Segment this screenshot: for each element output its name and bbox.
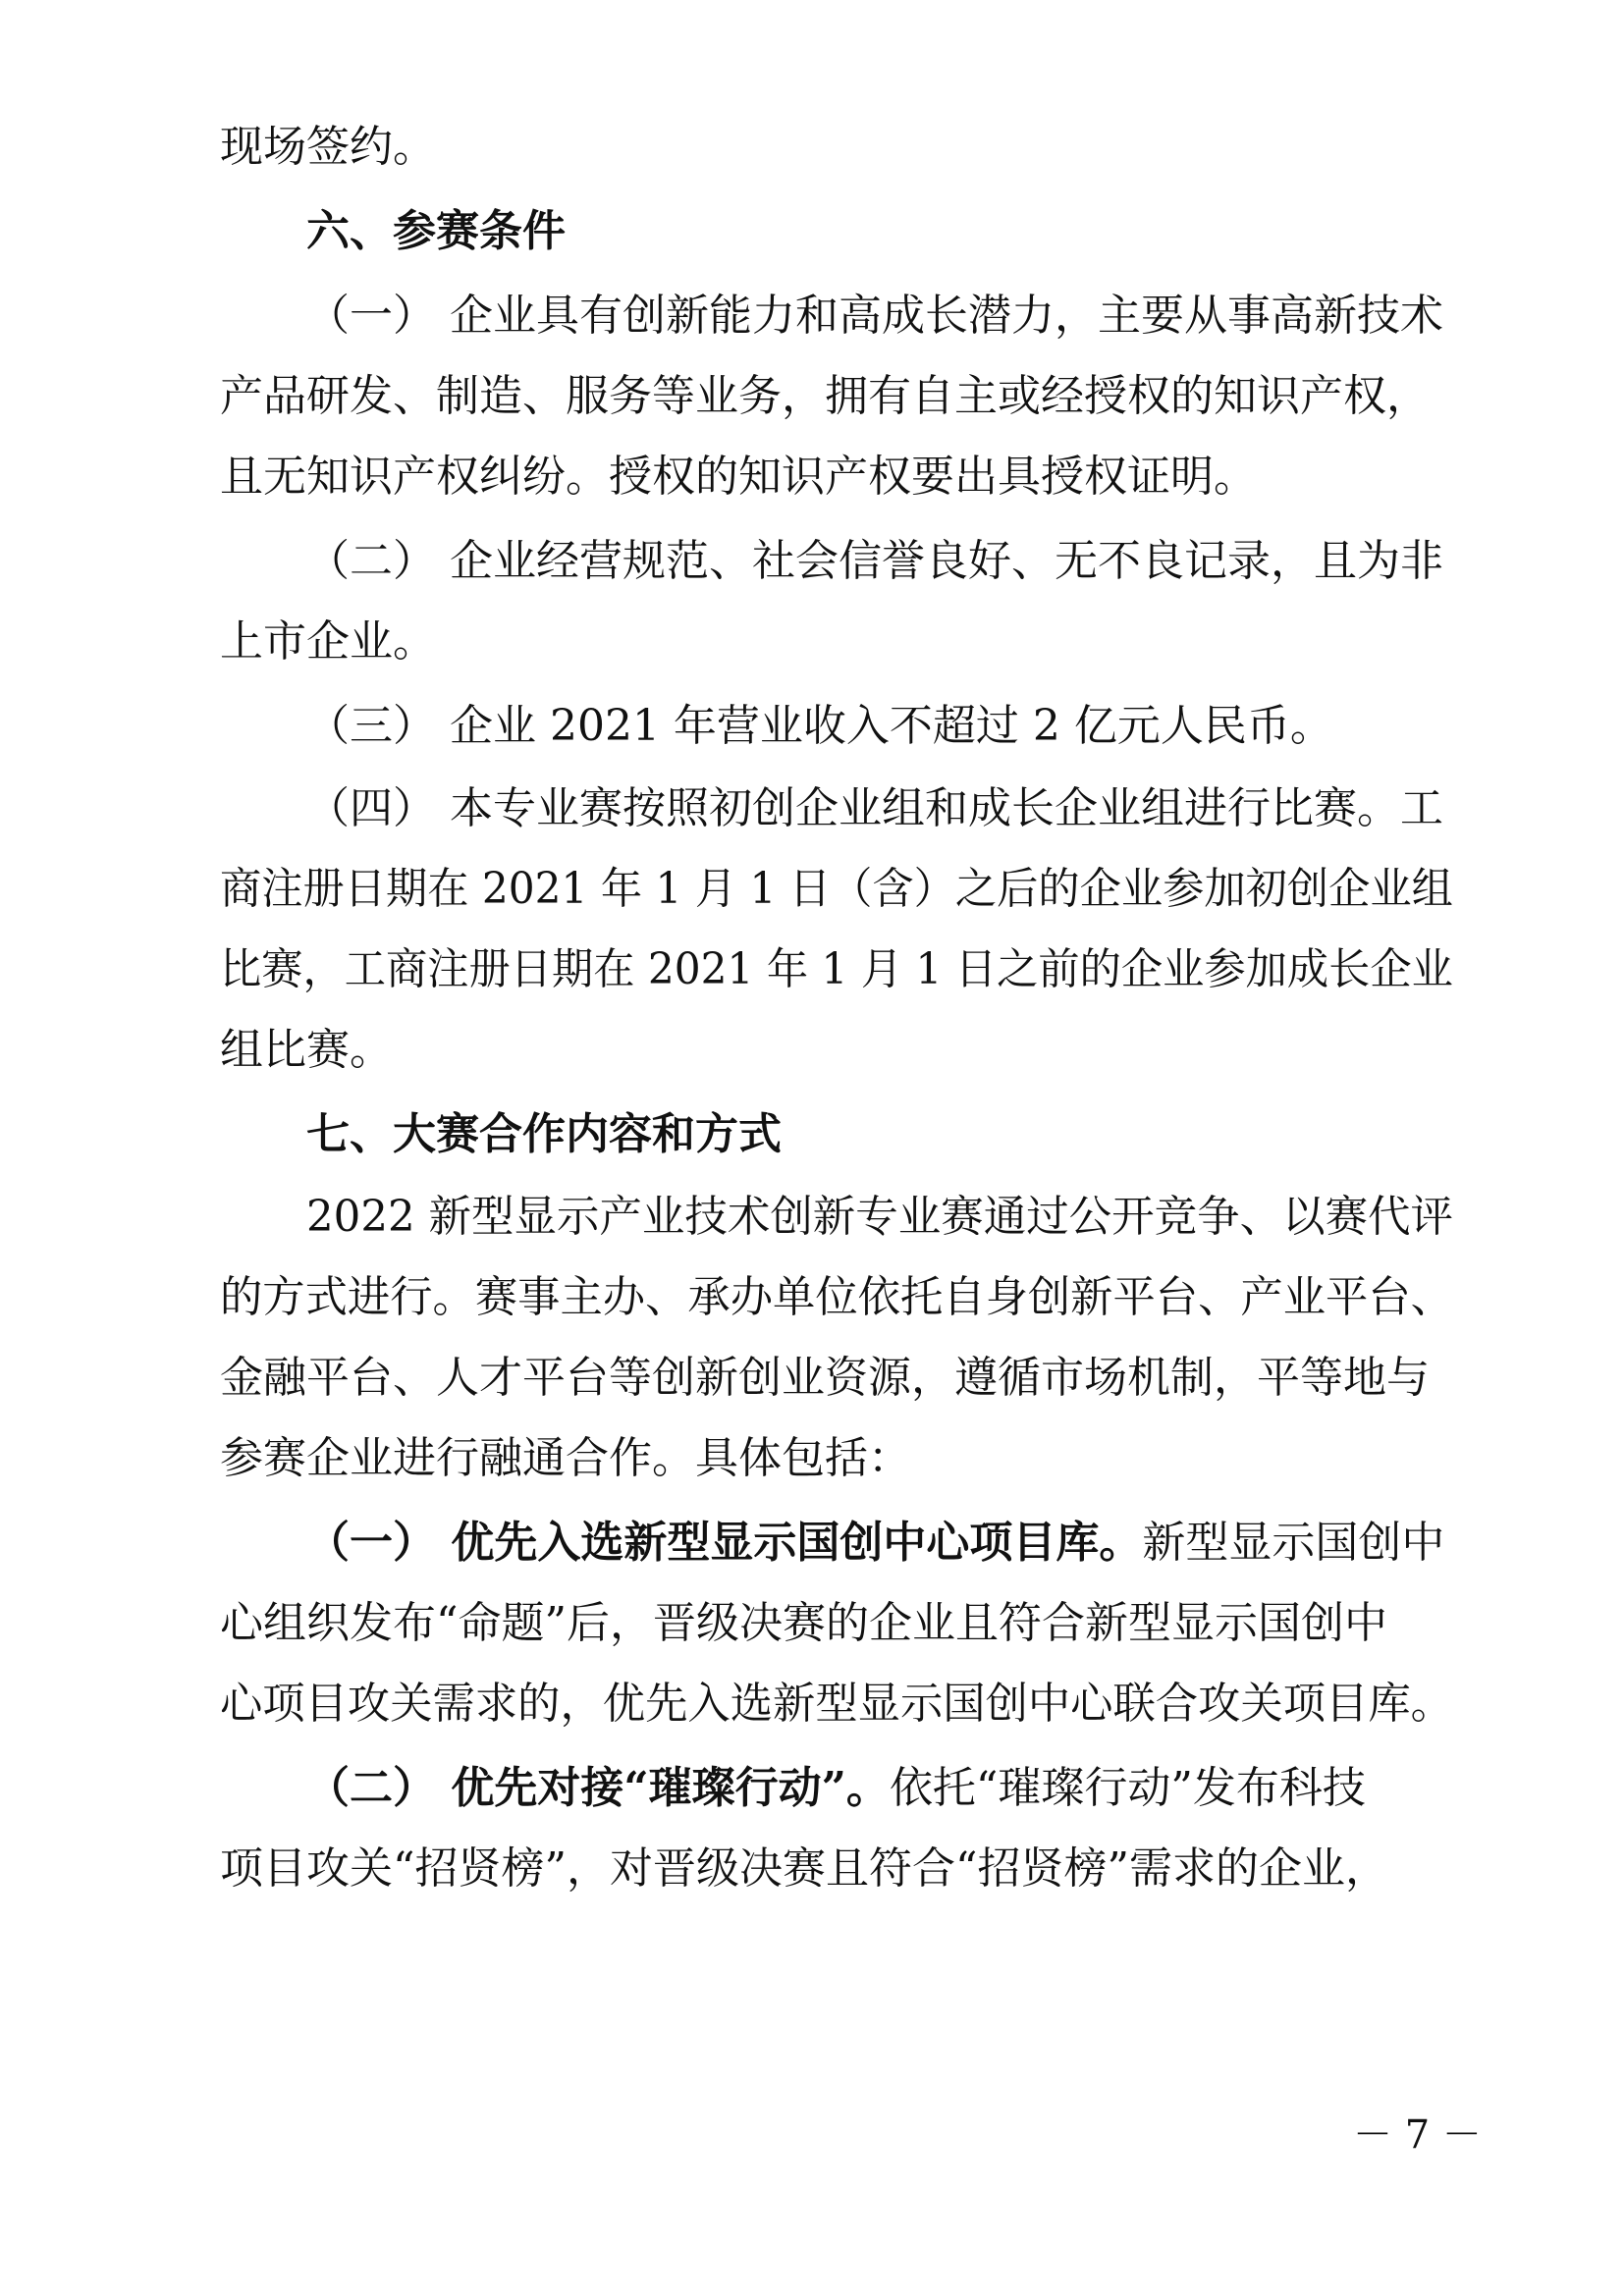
line-text: 依托“璀璨行动”发布科技 — [889, 1763, 1366, 1813]
bold-lead-in: （二） 优先对接“璀璨行动”。 — [306, 1763, 890, 1813]
paragraph-line: 比赛，工商注册日期在 2021 年 1 月 1 日之前的企业参加成长企业 — [220, 944, 1453, 994]
paragraph-line: 心组织发布“命题”后，晋级决赛的企业且符合新型显示国创中 — [220, 1598, 1387, 1648]
section-heading-6: 六、参赛条件 — [306, 206, 566, 256]
paragraph-line: 且无知识产权纠纷。授权的知识产权要出具授权证明。 — [220, 452, 1257, 502]
paragraph-line — [306, 1516, 1444, 1571]
paragraph-line: 项目攻关“招贤榜”，对晋级决赛且符合“招贤榜”需求的企业， — [220, 1843, 1388, 1894]
paragraph-line — [306, 1761, 1366, 1816]
paragraph-line: 组比赛。 — [220, 1025, 393, 1075]
paragraph-line: 现场签约。 — [220, 122, 436, 172]
paragraph-line: 金融平台、人才平台等创新创业资源，遵循市场机制，平等地与 — [220, 1353, 1430, 1403]
paragraph-line: （二） 企业经营规范、社会信誉良好、无不良记录，且为非 — [306, 536, 1443, 586]
line-text: 新型显示国创中 — [1142, 1518, 1445, 1568]
section-heading-7: 七、大赛合作内容和方式 — [306, 1109, 782, 1159]
paragraph-line: 产品研发、制造、服务等业务，拥有自主或经授权的知识产权， — [220, 371, 1430, 421]
paragraph-line: 心项目攻关需求的，优先入选新型显示国创中心联合攻关项目库。 — [220, 1679, 1453, 1729]
paragraph-line: （三） 企业 2021 年营业收入不超过 2 亿元人民币。 — [306, 701, 1333, 751]
paragraph-line: （四） 本专业赛按照初创企业组和成长企业组进行比赛。工 — [306, 783, 1443, 833]
paragraph-line: 参赛企业进行融通合作。具体包括： — [220, 1433, 911, 1483]
paragraph-line: 商注册日期在 2021 年 1 月 1 日（含）之后的企业参加初创企业组 — [220, 864, 1453, 914]
bold-lead-in: （一） 优先入选新型显示国创中心项目库。 — [306, 1518, 1143, 1568]
paragraph-line: 2022 新型显示产业技术创新专业赛通过公开竞争、以赛代评 — [306, 1192, 1454, 1242]
paragraph-line: 的方式进行。赛事主办、承办单位依托自身创新平台、产业平台、 — [220, 1272, 1453, 1322]
paragraph-line: （一） 企业具有创新能力和高成长潜力，主要从事高新技术 — [306, 291, 1443, 341]
paragraph-line: 上市企业。 — [220, 616, 436, 667]
page-number: － 7 － — [1353, 2112, 1482, 2158]
